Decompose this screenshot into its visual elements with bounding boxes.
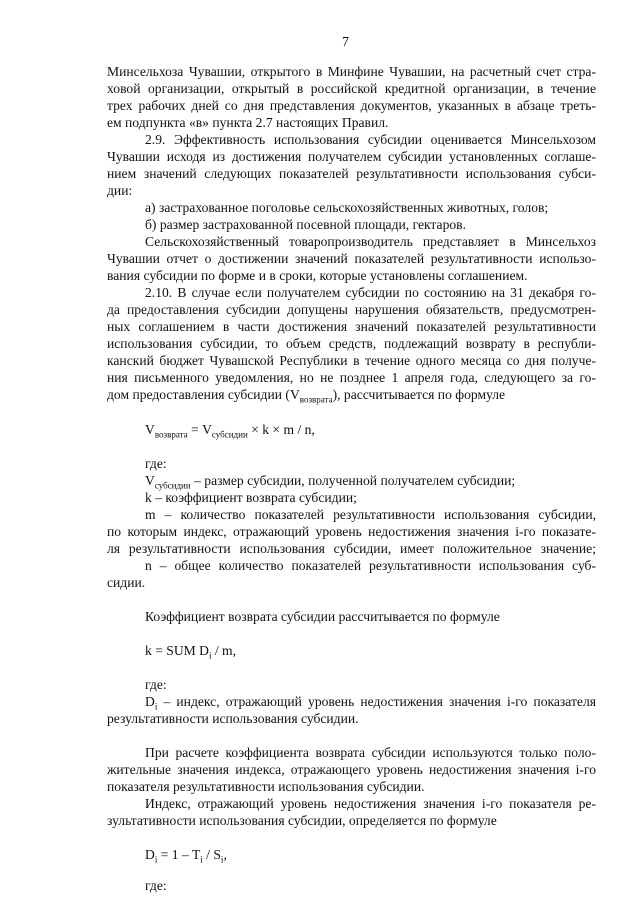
paragraph-line: вания субсидии по форме и в сроки, которые установлены соглашением. — [107, 268, 528, 283]
paragraph-line: ховой организации, открытый в российской кредитной организации, в течение — [107, 81, 596, 96]
paragraph-line: использования субсидии, то объем средств, подлежащий возврату в республи- — [107, 336, 596, 351]
definition-m: по которым индекс, отражающий уровень недостижения значения i-го показате- — [107, 524, 596, 539]
paragraph-line: Чувашии отчет о достижении значений показателей результативности использо- — [107, 251, 596, 266]
paragraph-line: ем подпункта «в» пункта 2.7 настоящих Правил. — [107, 115, 389, 130]
paragraph-line: При расчете коэффициента возврата субсидии используются только поло- — [145, 745, 596, 760]
formula-coefficient: k = SUM $D_i$ / m, — [145, 643, 237, 661]
where-label: где: — [145, 456, 167, 471]
list-item-b: б) размер застрахованной посевной площади, гектаров. — [145, 217, 466, 232]
definition-d: результативности использования субсидии. — [107, 711, 359, 726]
formula-index: $D_i = 1 - T_i / S_i$, — [145, 847, 227, 865]
definition-k: k – коэффициент возврата субсидии; — [145, 490, 357, 505]
paragraph-line: 2.9. Эффективность использования субсидии оценивается Минсельхозом — [145, 132, 596, 147]
definition-v: $V_{субсидии}$ – размер субсидии, полученной получателем субсидии; — [145, 473, 516, 491]
definition-m: ля результативности использования субсидии, имеет положительное значение; — [107, 541, 596, 556]
paragraph-line: канский бюджет Чувашской Республики в течение одного месяца со дня получе- — [107, 353, 596, 368]
paragraph-line: да предоставления субсидии допущены нарушения обязательств, предусмотрен- — [107, 302, 596, 317]
paragraph-line: 2.10. В случае если получателем субсидии по состоянию на 31 декабря го- — [145, 285, 596, 300]
paragraph-line: дом предоставления субсидии $(V_{возврата})$, рассчитывается по формуле — [107, 387, 506, 405]
formula-return-volume: $V_{возврата} = V_{субсидии} \times k \times m / n$, — [145, 422, 315, 440]
where-label: где: — [145, 677, 167, 692]
page-number: 7 — [342, 35, 349, 50]
paragraph-line: Сельскохозяйственный товаропроизводитель представляет в Минсельхоз — [145, 234, 596, 249]
paragraph-line: Индекс, отражающий уровень недостижения значения i-го показателя ре- — [145, 796, 596, 811]
paragraph-line: жительные значения индекса, отражающего уровень недостижения значения i-го — [107, 762, 596, 777]
definition-d: $D_i$ – индекс, отражающий уровень недостижения значения i-го показателя — [145, 694, 596, 712]
definition-n: сидии. — [107, 575, 146, 590]
paragraph-line: Минсельхоза Чувашии, открытого в Минфине Чувашии, на расчетный счет стра- — [107, 64, 596, 79]
paragraph-line: ных соглашением в части достижения значений показателей результативности — [107, 319, 596, 334]
definition-m: m – количество показателей результативности использования субсидии, — [145, 507, 596, 522]
paragraph-line: трех рабочих дней со дня представления документов, указанных в абзаце треть- — [107, 98, 596, 113]
where-label: где: — [145, 878, 167, 893]
paragraph-line: ния письменного уведомления, но не позднее 1 апреля года, следующего за го- — [107, 370, 596, 385]
paragraph-line: зультативности использования субсидии, определяется по формуле — [107, 813, 497, 828]
list-item-a: а) застрахованное поголовье сельскохозяйственных животных, голов; — [145, 200, 549, 215]
definition-n: n – общее количество показателей результативности использования суб- — [145, 558, 596, 573]
paragraph-line: показателя результативности использования субсидии. — [107, 779, 425, 794]
paragraph-line: нием значений следующих показателей результативности использования субси- — [107, 166, 596, 181]
paragraph-line: Чувашии исходя из достижения получателем субсидии установленных соглаше- — [107, 149, 596, 164]
coefficient-intro: Коэффициент возврата субсидии рассчитывается по формуле — [145, 609, 500, 624]
paragraph-line: дии: — [107, 183, 133, 198]
